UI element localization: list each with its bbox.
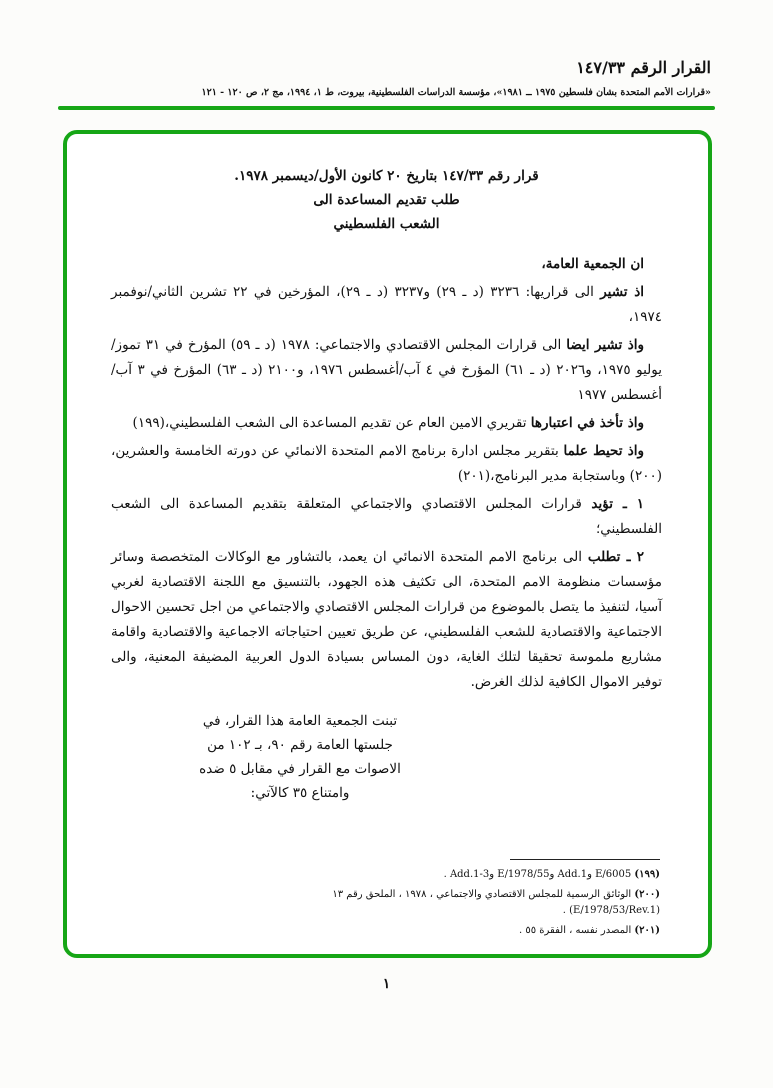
footnote: [330, 887, 660, 920]
footnote-text: E/6005 وAdd.1 وE/1978/55 وAdd.1-3 .: [443, 869, 632, 880]
paragraph-taking-into-account: [111, 411, 662, 436]
footnote: [330, 867, 660, 884]
resolution-heading: [111, 164, 662, 236]
footnote-label: (٢٠٠): [634, 888, 660, 900]
paragraph-text: الى برنامج الامم المتحدة الانمائي ان يعمد، بالتشاور مع الوكالات المتخصصة وسائر مؤسسات منظومة الامم المتحدة، الى تكثيف هذه الجهود، بالتنسيق مع اللجنة الاقتصادية لغربي آسيا، لتنفيذ ما يتصل بالموضوع من قرارات المجلس الاقتصادي والاجتماعي من اجل تحسين الاحوال الاجتماعية والاقتصادية للشعب الفلسطيني، عن طريق تعيين احتياجاته الاجماعية والاقتصادية واقامة مشاريع ملموسة تحقيقا لتلك الغاية، دون المساس بسيادة الدول العربية المضيفة المعنية، والى توفير الاموال الكافية لذلك الغرض.: [111, 549, 662, 690]
paragraph-text: الى قرارات المجلس الاقتصادي والاجتماعي: ١٩٧٨ (د ـ ٥٩) المؤرخ في ٣١ تموز/يوليو ١٩٧٥، و٢٠٢٦ (د ـ ٦١) المؤرخ في ٤ آب/أغسطس ١٩٧٦، و٢١٠٠ (د ـ ٦٣) المؤرخ في ٣ آب/أغسطس ١٩٧٧: [111, 337, 663, 403]
footnote-text: الوثائق الرسمية للمجلس الاقتصادي والاجتماعي ، ١٩٧٨ ، الملحق رقم ١٣ (E/1978/53/Rev.1) .: [332, 888, 660, 916]
paragraph-text: الى قراريها: ٣٢٣٦ (د ـ ٢٩) و٣٢٣٧ (د ـ ٢٩)، المؤرخين في ٢٢ تشرين الثاني/نوفمبر ١٩٧٤،: [111, 284, 662, 325]
header-divider-rule: [58, 106, 715, 110]
resolution-box: [63, 130, 712, 958]
paragraph-lead: ١ ـ تؤيد: [591, 496, 645, 512]
resolution-heading-line: الشعب الفلسطيني: [333, 216, 440, 232]
resolution-heading-line: قرار رقم ١٤٧/٣٣ بتاريخ ٢٠ كانون الأول/ديسمبر ١٩٧٨.: [234, 168, 539, 184]
footnote-text: المصدر نفسه ، الفقرة ٥٥ .: [518, 924, 632, 936]
paragraph-text: قرارات المجلس الاقتصادي والاجتماعي المتعلقة بتقديم المساعدة الى الشعب الفلسطيني؛: [111, 496, 662, 537]
source-citation: «قرارات الأمم المتحدة بشأن فلسطين ١٩٧٥ ــ ١٩٨١»، مؤسسة الدراسات الفلسطينية، بيروت، ط ١، ١٩٩٤، مج ٢، ص ١٢٠ - ١٢١: [201, 87, 711, 98]
footnotes-section: [330, 859, 660, 942]
resolution-content: [67, 134, 708, 954]
footnote-label: (١٩٩): [634, 869, 660, 880]
resolution-heading-line: طلب تقديم المساعدة الى: [313, 192, 460, 208]
footnote-divider: [510, 859, 660, 860]
paragraph-lead: واذ تأخذ في اعتبارها: [530, 415, 644, 431]
paragraph-lead: ان الجمعية العامة،: [541, 256, 644, 272]
paragraph-preamble-opening: [111, 252, 662, 277]
paragraph-recalling: [111, 280, 662, 330]
paragraph-taking-note: [111, 439, 662, 489]
footnote: [330, 923, 660, 940]
paragraph-text: بتقرير مجلس ادارة برنامج الامم المتحدة الانمائي عن دورته الخامسة والعشرين،(٢٠٠) وباستجابة مدير البرنامج،(٢٠١): [111, 443, 662, 484]
paragraph-lead: واذ تحيط علما: [563, 443, 644, 459]
paragraph-lead: واذ تشير ايضا: [566, 337, 644, 353]
paragraph-operative-1: [111, 492, 662, 542]
decision-title: القرار الرقم ١٤٧/٣٣: [576, 58, 711, 77]
adoption-note: تبنت الجمعية العامة هذا القرار، في جلستها العامة رقم ٩٠، بـ ١٠٢ من الاصوات مع القرار في مقابل ٥ ضده وامتناع ٣٥ كالآتي:: [199, 713, 401, 801]
footnote-label: (٢٠١): [634, 924, 660, 936]
page-number: ١: [382, 976, 391, 992]
page-header: [0, 0, 773, 98]
paragraph-lead: اذ تشير: [600, 284, 645, 300]
paragraph-recalling-also: [111, 333, 662, 408]
paragraph-lead: ٢ ـ تطلب: [587, 549, 644, 565]
paragraph-text: تقريري الامين العام عن تقديم المساعدة الى الشعب الفلسطيني،(١٩٩): [132, 415, 531, 431]
paragraph-operative-2: [111, 545, 662, 695]
